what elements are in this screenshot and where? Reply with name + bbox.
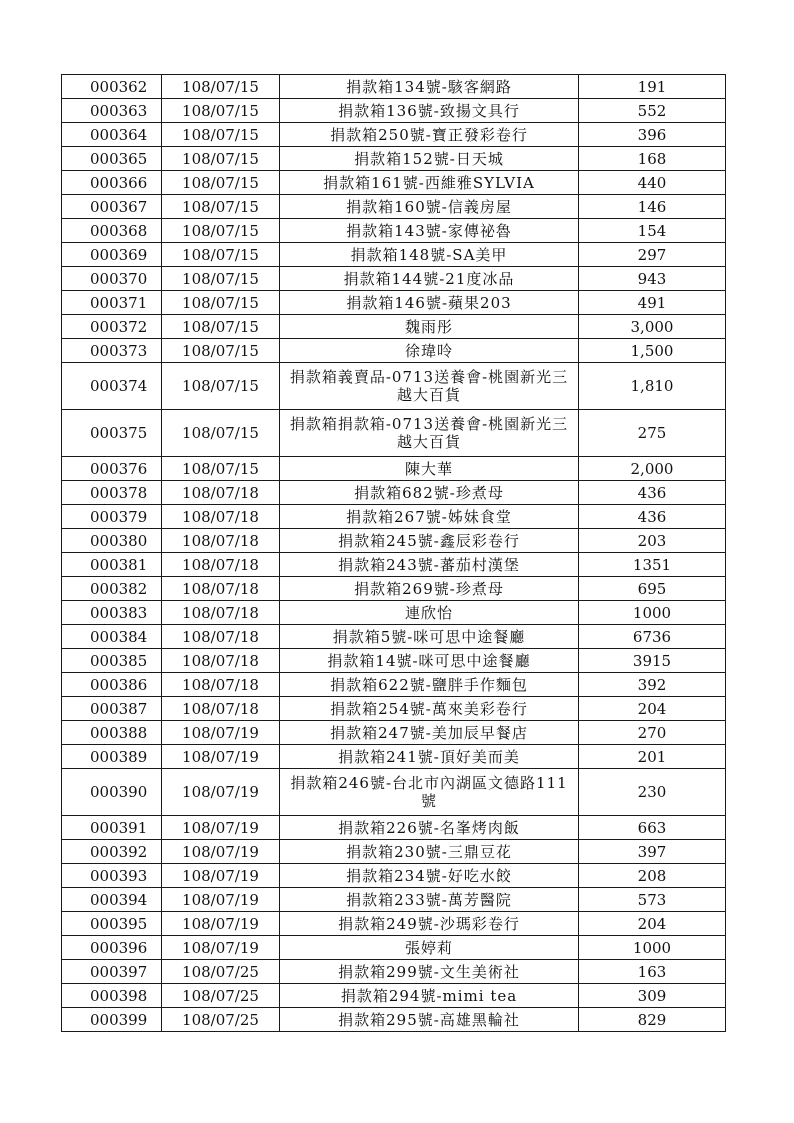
donation-date: 108/07/19 bbox=[162, 912, 280, 936]
donor-name: 捐款箱144號-21度冰品 bbox=[280, 267, 579, 291]
donation-amount: 275 bbox=[579, 410, 726, 457]
table-row bbox=[62, 171, 726, 195]
receipt-number: 000396 bbox=[62, 936, 162, 960]
receipt-number: 000398 bbox=[62, 984, 162, 1008]
donation-date: 108/07/19 bbox=[162, 769, 280, 816]
donation-date: 108/07/19 bbox=[162, 864, 280, 888]
receipt-number: 000379 bbox=[62, 505, 162, 529]
table-row bbox=[62, 816, 726, 840]
donor-name: 捐款箱245號-鑫辰彩卷行 bbox=[280, 529, 579, 553]
donation-date: 108/07/15 bbox=[162, 219, 280, 243]
donor-name: 魏雨彤 bbox=[280, 315, 579, 339]
donor-name: 捐款箱294號-mimi tea bbox=[280, 984, 579, 1008]
receipt-number: 000386 bbox=[62, 673, 162, 697]
receipt-number: 000374 bbox=[62, 363, 162, 410]
donation-date: 108/07/18 bbox=[162, 673, 280, 697]
donor-name: 捐款箱254號-萬來美彩卷行 bbox=[280, 697, 579, 721]
donor-name: 捐款箱152號-日天城 bbox=[280, 147, 579, 171]
receipt-number: 000391 bbox=[62, 816, 162, 840]
donation-amount: 396 bbox=[579, 123, 726, 147]
donor-name: 捐款箱267號-姊妹食堂 bbox=[280, 505, 579, 529]
receipt-number: 000368 bbox=[62, 219, 162, 243]
donation-ledger-table bbox=[61, 74, 726, 1032]
table-row bbox=[62, 410, 726, 457]
donor-name: 捐款箱226號-名峯烤肉飯 bbox=[280, 816, 579, 840]
table-row bbox=[62, 984, 726, 1008]
donation-amount: 168 bbox=[579, 147, 726, 171]
donation-amount: 203 bbox=[579, 529, 726, 553]
donation-date: 108/07/18 bbox=[162, 625, 280, 649]
donation-date: 108/07/18 bbox=[162, 601, 280, 625]
receipt-number: 000375 bbox=[62, 410, 162, 457]
donation-date: 108/07/15 bbox=[162, 171, 280, 195]
donor-name: 捐款箱捐款箱-0713送養會-桃園新光三越大百貨 bbox=[280, 410, 579, 457]
receipt-number: 000370 bbox=[62, 267, 162, 291]
donation-date: 108/07/18 bbox=[162, 697, 280, 721]
donation-amount: 663 bbox=[579, 816, 726, 840]
donation-date: 108/07/15 bbox=[162, 457, 280, 481]
donor-name: 徐瑋呤 bbox=[280, 339, 579, 363]
donor-name: 捐款箱義賣品-0713送養會-桃園新光三越大百貨 bbox=[280, 363, 579, 410]
table-row bbox=[62, 625, 726, 649]
table-row bbox=[62, 123, 726, 147]
donation-date: 108/07/19 bbox=[162, 816, 280, 840]
donation-amount: 297 bbox=[579, 243, 726, 267]
donor-name: 捐款箱5號-咪可思中途餐廳 bbox=[280, 625, 579, 649]
donor-name: 捐款箱146號-蘋果203 bbox=[280, 291, 579, 315]
receipt-number: 000389 bbox=[62, 745, 162, 769]
receipt-number: 000365 bbox=[62, 147, 162, 171]
table-row bbox=[62, 363, 726, 410]
donor-name: 捐款箱682號-珍煮母 bbox=[280, 481, 579, 505]
receipt-number: 000372 bbox=[62, 315, 162, 339]
donation-date: 108/07/15 bbox=[162, 315, 280, 339]
receipt-number: 000390 bbox=[62, 769, 162, 816]
donation-date: 108/07/19 bbox=[162, 840, 280, 864]
table-row bbox=[62, 267, 726, 291]
table-row bbox=[62, 840, 726, 864]
table-row bbox=[62, 553, 726, 577]
donor-name: 捐款箱233號-萬芳醫院 bbox=[280, 888, 579, 912]
donation-amount: 392 bbox=[579, 673, 726, 697]
table-row bbox=[62, 147, 726, 171]
donation-amount: 146 bbox=[579, 195, 726, 219]
table-row bbox=[62, 888, 726, 912]
table-row bbox=[62, 505, 726, 529]
donor-name: 捐款箱134號-駭客網路 bbox=[280, 75, 579, 99]
donor-name: 捐款箱14號-咪可思中途餐廳 bbox=[280, 649, 579, 673]
donation-amount: 163 bbox=[579, 960, 726, 984]
donation-amount: 230 bbox=[579, 769, 726, 816]
receipt-number: 000395 bbox=[62, 912, 162, 936]
donation-amount: 201 bbox=[579, 745, 726, 769]
donation-amount: 3,000 bbox=[579, 315, 726, 339]
donor-name: 捐款箱622號-鹽胖手作麵包 bbox=[280, 673, 579, 697]
donation-amount: 440 bbox=[579, 171, 726, 195]
donation-date: 108/07/19 bbox=[162, 936, 280, 960]
receipt-number: 000392 bbox=[62, 840, 162, 864]
table-row bbox=[62, 577, 726, 601]
donor-name: 捐款箱249號-沙瑪彩卷行 bbox=[280, 912, 579, 936]
donor-name: 連欣怡 bbox=[280, 601, 579, 625]
donor-name: 捐款箱247號-美加辰早餐店 bbox=[280, 721, 579, 745]
table-row bbox=[62, 864, 726, 888]
table-row bbox=[62, 673, 726, 697]
donation-amount: 154 bbox=[579, 219, 726, 243]
receipt-number: 000383 bbox=[62, 601, 162, 625]
donation-date: 108/07/15 bbox=[162, 363, 280, 410]
table-row bbox=[62, 75, 726, 99]
receipt-number: 000380 bbox=[62, 529, 162, 553]
donation-date: 108/07/15 bbox=[162, 195, 280, 219]
receipt-number: 000388 bbox=[62, 721, 162, 745]
donation-amount: 829 bbox=[579, 1008, 726, 1032]
donation-amount: 3915 bbox=[579, 649, 726, 673]
receipt-number: 000394 bbox=[62, 888, 162, 912]
donation-date: 108/07/15 bbox=[162, 243, 280, 267]
receipt-number: 000363 bbox=[62, 99, 162, 123]
table-row bbox=[62, 243, 726, 267]
donation-amount: 1351 bbox=[579, 553, 726, 577]
receipt-number: 000367 bbox=[62, 195, 162, 219]
receipt-number: 000385 bbox=[62, 649, 162, 673]
donation-amount: 6736 bbox=[579, 625, 726, 649]
donation-date: 108/07/18 bbox=[162, 553, 280, 577]
donation-amount: 491 bbox=[579, 291, 726, 315]
receipt-number: 000384 bbox=[62, 625, 162, 649]
donation-amount: 208 bbox=[579, 864, 726, 888]
table-row bbox=[62, 960, 726, 984]
receipt-number: 000393 bbox=[62, 864, 162, 888]
receipt-number: 000376 bbox=[62, 457, 162, 481]
donation-amount: 436 bbox=[579, 505, 726, 529]
ledger-body bbox=[62, 75, 726, 1032]
donor-name: 捐款箱299號-文生美術社 bbox=[280, 960, 579, 984]
donor-name: 張婷莉 bbox=[280, 936, 579, 960]
donation-date: 108/07/15 bbox=[162, 291, 280, 315]
donation-amount: 695 bbox=[579, 577, 726, 601]
receipt-number: 000387 bbox=[62, 697, 162, 721]
donation-amount: 943 bbox=[579, 267, 726, 291]
table-row bbox=[62, 457, 726, 481]
table-row bbox=[62, 721, 726, 745]
donor-name: 捐款箱136號-致揚文具行 bbox=[280, 99, 579, 123]
table-row bbox=[62, 315, 726, 339]
table-row bbox=[62, 769, 726, 816]
donor-name: 捐款箱161號-西維雅SYLVIA bbox=[280, 171, 579, 195]
table-row bbox=[62, 219, 726, 243]
donor-name: 捐款箱243號-蕃茄村漢堡 bbox=[280, 553, 579, 577]
receipt-number: 000364 bbox=[62, 123, 162, 147]
donation-amount: 1,810 bbox=[579, 363, 726, 410]
table-row bbox=[62, 745, 726, 769]
receipt-number: 000378 bbox=[62, 481, 162, 505]
donation-amount: 552 bbox=[579, 99, 726, 123]
receipt-number: 000369 bbox=[62, 243, 162, 267]
donor-name: 捐款箱234號-好吃水餃 bbox=[280, 864, 579, 888]
table-row bbox=[62, 195, 726, 219]
donation-date: 108/07/19 bbox=[162, 745, 280, 769]
table-row bbox=[62, 697, 726, 721]
receipt-number: 000362 bbox=[62, 75, 162, 99]
table-row bbox=[62, 481, 726, 505]
donation-date: 108/07/18 bbox=[162, 529, 280, 553]
donation-amount: 1000 bbox=[579, 936, 726, 960]
donation-date: 108/07/18 bbox=[162, 577, 280, 601]
table-row bbox=[62, 936, 726, 960]
donation-amount: 2,000 bbox=[579, 457, 726, 481]
table-row bbox=[62, 291, 726, 315]
donation-amount: 204 bbox=[579, 697, 726, 721]
donation-amount: 1000 bbox=[579, 601, 726, 625]
receipt-number: 000397 bbox=[62, 960, 162, 984]
donor-name: 捐款箱230號-三鼎豆花 bbox=[280, 840, 579, 864]
donation-amount: 397 bbox=[579, 840, 726, 864]
donation-date: 108/07/18 bbox=[162, 505, 280, 529]
donation-date: 108/07/15 bbox=[162, 410, 280, 457]
donor-name: 捐款箱160號-信義房屋 bbox=[280, 195, 579, 219]
donation-amount: 191 bbox=[579, 75, 726, 99]
receipt-number: 000382 bbox=[62, 577, 162, 601]
table-row bbox=[62, 601, 726, 625]
donation-date: 108/07/15 bbox=[162, 267, 280, 291]
table-row bbox=[62, 339, 726, 363]
donation-date: 108/07/15 bbox=[162, 123, 280, 147]
donation-date: 108/07/25 bbox=[162, 1008, 280, 1032]
receipt-number: 000366 bbox=[62, 171, 162, 195]
donation-date: 108/07/15 bbox=[162, 147, 280, 171]
donation-amount: 1,500 bbox=[579, 339, 726, 363]
donation-date: 108/07/15 bbox=[162, 75, 280, 99]
donation-amount: 309 bbox=[579, 984, 726, 1008]
donation-amount: 573 bbox=[579, 888, 726, 912]
donation-date: 108/07/19 bbox=[162, 888, 280, 912]
table-row bbox=[62, 1008, 726, 1032]
donation-date: 108/07/25 bbox=[162, 960, 280, 984]
donation-date: 108/07/18 bbox=[162, 481, 280, 505]
donor-name: 捐款箱295號-高雄黑輪社 bbox=[280, 1008, 579, 1032]
donor-name: 捐款箱250號-寶正發彩卷行 bbox=[280, 123, 579, 147]
receipt-number: 000399 bbox=[62, 1008, 162, 1032]
donation-amount: 436 bbox=[579, 481, 726, 505]
donor-name: 捐款箱143號-家傳祕魯 bbox=[280, 219, 579, 243]
table-row bbox=[62, 912, 726, 936]
donation-amount: 270 bbox=[579, 721, 726, 745]
donation-date: 108/07/18 bbox=[162, 649, 280, 673]
donor-name: 捐款箱148號-SA美甲 bbox=[280, 243, 579, 267]
donor-name: 捐款箱269號-珍煮母 bbox=[280, 577, 579, 601]
receipt-number: 000373 bbox=[62, 339, 162, 363]
receipt-number: 000371 bbox=[62, 291, 162, 315]
table-row bbox=[62, 99, 726, 123]
donation-date: 108/07/15 bbox=[162, 99, 280, 123]
donor-name: 捐款箱241號-頂好美而美 bbox=[280, 745, 579, 769]
receipt-number: 000381 bbox=[62, 553, 162, 577]
donation-date: 108/07/15 bbox=[162, 339, 280, 363]
donation-amount: 204 bbox=[579, 912, 726, 936]
table-row bbox=[62, 649, 726, 673]
donor-name: 陳大華 bbox=[280, 457, 579, 481]
table-row bbox=[62, 529, 726, 553]
donation-date: 108/07/19 bbox=[162, 721, 280, 745]
donor-name: 捐款箱246號-台北市內湖區文德路111號 bbox=[280, 769, 579, 816]
donation-date: 108/07/25 bbox=[162, 984, 280, 1008]
